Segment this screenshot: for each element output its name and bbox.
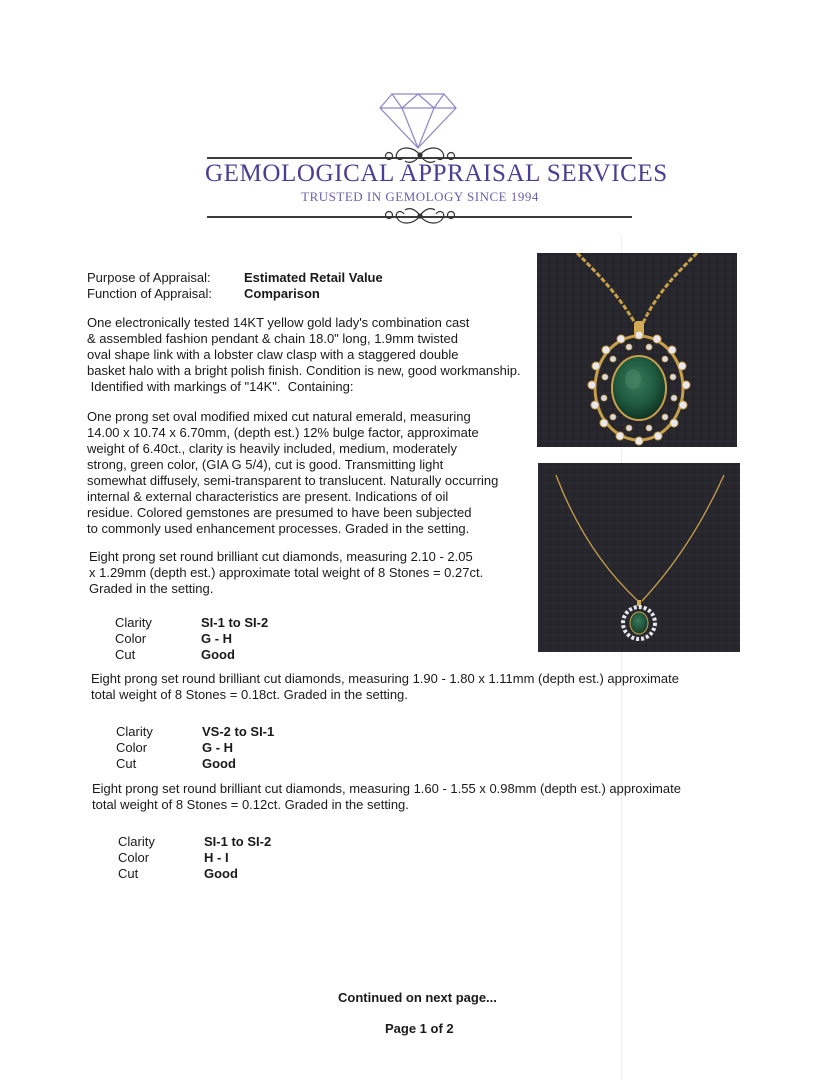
function-row bbox=[87, 286, 320, 301]
diamond-group-2-line: Eight prong set round brilliant cut diamonds, measuring 1.90 - 1.80 x 1.11mm (depth est.) approximate bbox=[91, 671, 679, 686]
description-line: basket halo with a bright polish finish. Condition is new, good workmanship. bbox=[87, 363, 521, 378]
cut-label: Cut bbox=[118, 866, 139, 881]
emerald-line: to commonly used enhancement processes. Graded in the setting. bbox=[87, 521, 470, 536]
emerald-line: weight of 6.40ct., clarity is heavily included, medium, moderately bbox=[87, 441, 457, 456]
diamond-group-1-line: Eight prong set round brilliant cut diamonds, measuring 2.10 - 2.05 bbox=[89, 549, 473, 564]
function-label: Function of Appraisal: bbox=[87, 286, 213, 301]
diamond-group-3-description bbox=[92, 781, 681, 813]
color-value: H - I bbox=[204, 850, 229, 865]
company-name: GEMOLOGICAL APPRAISAL SERVICES bbox=[205, 160, 668, 187]
clarity-label: Clarity bbox=[116, 724, 153, 739]
necklace-full-photo bbox=[538, 463, 740, 652]
bottom-flourish-ornament bbox=[383, 205, 458, 227]
diamond-group-1-line: x 1.29mm (depth est.) approximate total weight of 8 Stones = 0.27ct. bbox=[89, 565, 484, 580]
color-label: Color bbox=[118, 850, 150, 865]
diamond-logo-icon bbox=[378, 92, 458, 150]
clarity-value: SI-1 to SI-2 bbox=[201, 615, 269, 630]
color-label: Color bbox=[116, 740, 148, 755]
cut-value: Good bbox=[201, 647, 235, 662]
color-value: G - H bbox=[202, 740, 234, 755]
item-description bbox=[87, 315, 521, 395]
purpose-value: Estimated Retail Value bbox=[244, 270, 383, 285]
function-value: Comparison bbox=[244, 286, 320, 301]
cut-value: Good bbox=[202, 756, 236, 771]
diamond-group-1-description bbox=[89, 549, 483, 597]
company-tagline: TRUSTED IN GEMOLOGY SINCE 1994 bbox=[301, 189, 539, 204]
clarity-value: VS-2 to SI-1 bbox=[202, 724, 275, 739]
diamond-group-2-line: total weight of 8 Stones = 0.18ct. Graded in the setting. bbox=[91, 687, 408, 702]
diamond-group-1-line: Graded in the setting. bbox=[89, 581, 214, 596]
page-number: Page 1 of 2 bbox=[385, 1021, 454, 1036]
description-line: & assembled fashion pendant & chain 18.0" long, 1.9mm twisted bbox=[87, 331, 459, 346]
continued-note: Continued on next page... bbox=[338, 990, 497, 1005]
purpose-row bbox=[87, 270, 383, 285]
cut-value: Good bbox=[204, 866, 238, 881]
diamond-group-2-description bbox=[91, 671, 679, 703]
cut-label: Cut bbox=[116, 756, 137, 771]
color-value: G - H bbox=[201, 631, 233, 646]
purpose-label: Purpose of Appraisal: bbox=[87, 270, 211, 285]
description-line: Identified with markings of "14K". Containing: bbox=[87, 379, 354, 394]
description-line: One electronically tested 14KT yellow gold lady's combination cast bbox=[87, 315, 470, 330]
diamond-group-2-grades bbox=[116, 724, 274, 772]
emerald-line: 14.00 x 10.74 x 6.70mm, (depth est.) 12% bulge factor, approximate bbox=[87, 425, 479, 440]
emerald-line: residue. Colored gemstones are presumed to have been subjected bbox=[87, 505, 472, 520]
emerald-line: somewhat diffusely, semi-transparent to translucent. Naturally occurring bbox=[87, 473, 499, 488]
clarity-label: Clarity bbox=[115, 615, 152, 630]
clarity-value: SI-1 to SI-2 bbox=[204, 834, 272, 849]
diamond-group-3-grades bbox=[118, 834, 271, 882]
diamond-group-1-grades bbox=[115, 615, 268, 663]
pendant-closeup-photo bbox=[537, 253, 737, 447]
diamond-group-3-line: Eight prong set round brilliant cut diamonds, measuring 1.60 - 1.55 x 0.98mm (depth est.) approximate bbox=[92, 781, 681, 796]
description-line: oval shape link with a lobster claw clasp with a staggered double bbox=[87, 347, 459, 362]
emerald-line: strong, green color, (GIA G 5/4), cut is good. Transmitting light bbox=[87, 457, 444, 472]
diamond-group-3-line: total weight of 8 Stones = 0.12ct. Graded in the setting. bbox=[92, 797, 409, 812]
emerald-description bbox=[87, 409, 498, 537]
cut-label: Cut bbox=[115, 647, 136, 662]
emerald-line: internal & external characteristics are present. Indications of oil bbox=[87, 489, 449, 504]
clarity-label: Clarity bbox=[118, 834, 155, 849]
color-label: Color bbox=[115, 631, 147, 646]
emerald-line: One prong set oval modified mixed cut natural emerald, measuring bbox=[87, 409, 471, 424]
